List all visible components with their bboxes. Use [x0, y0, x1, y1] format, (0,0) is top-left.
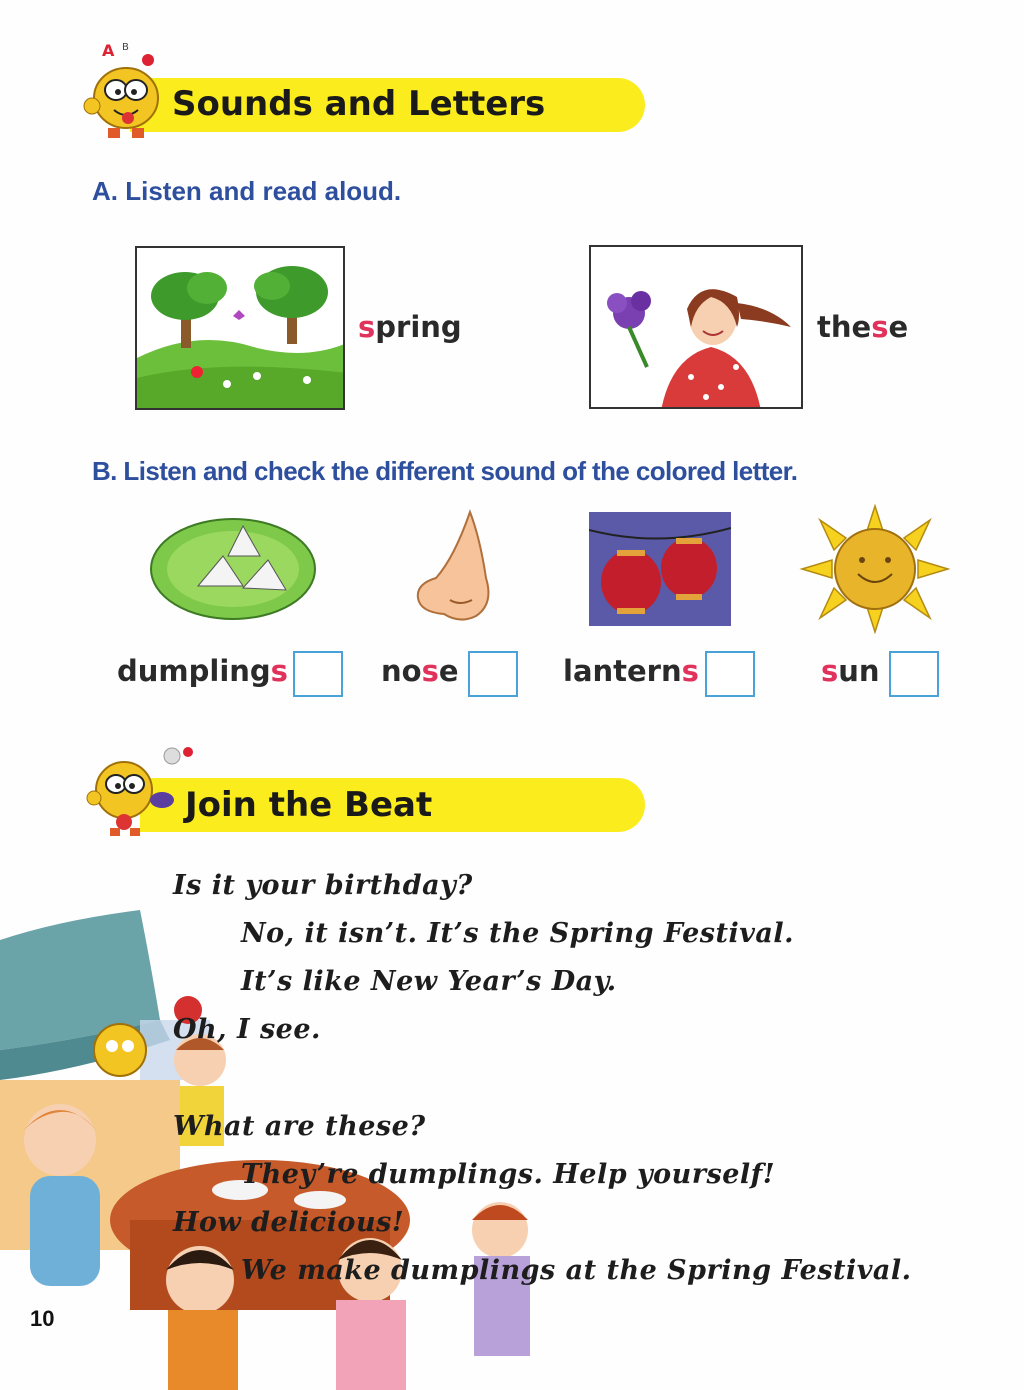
beat-title: Join the Beat	[185, 785, 433, 825]
chant-line-3: It’s like New Year’s Day.	[241, 966, 617, 997]
word-dumplings: dumplings	[117, 654, 288, 688]
mascot-icon	[78, 36, 174, 146]
word-sun: sun	[821, 654, 880, 688]
nose-picture	[410, 508, 500, 624]
dumplings-picture	[148, 516, 318, 622]
checkbox-nose[interactable]	[468, 651, 518, 697]
chant-line-6: They’re dumplings. Help yourself!	[241, 1159, 776, 1190]
sounds-title: Sounds and Letters	[172, 84, 546, 124]
word-lanterns: lanterns	[563, 654, 699, 688]
word-these: these	[817, 310, 909, 344]
lanterns-picture	[589, 512, 731, 626]
chant-line-4: Oh, I see.	[173, 1014, 321, 1045]
word-spring: spring	[358, 310, 462, 344]
chant-line-5: What are these?	[173, 1111, 426, 1142]
chant-line-8: We make dumplings at the Spring Festival.	[241, 1255, 912, 1286]
chant-line-1: Is it your birthday?	[173, 870, 473, 901]
checkbox-dumplings[interactable]	[293, 651, 343, 697]
chant-line-7: How delicious!	[173, 1207, 405, 1238]
these-picture	[589, 245, 803, 409]
svg-text:B: B	[122, 42, 129, 53]
sun-picture	[798, 504, 952, 634]
part-b-instruction: B. Listen and check the different sound of the colored letter.	[92, 456, 798, 486]
checkbox-lanterns[interactable]	[705, 651, 755, 697]
checkbox-sun[interactable]	[889, 651, 939, 697]
mascot-drum-icon	[84, 744, 194, 840]
page-number: 10	[30, 1306, 55, 1331]
chant-line-2: No, it isn’t. It’s the Spring Festival.	[241, 918, 795, 949]
word-nose: nose	[381, 654, 459, 688]
svg-text:A: A	[102, 41, 115, 60]
spring-picture	[135, 246, 345, 410]
part-a-instruction: A. Listen and read aloud.	[92, 176, 402, 206]
